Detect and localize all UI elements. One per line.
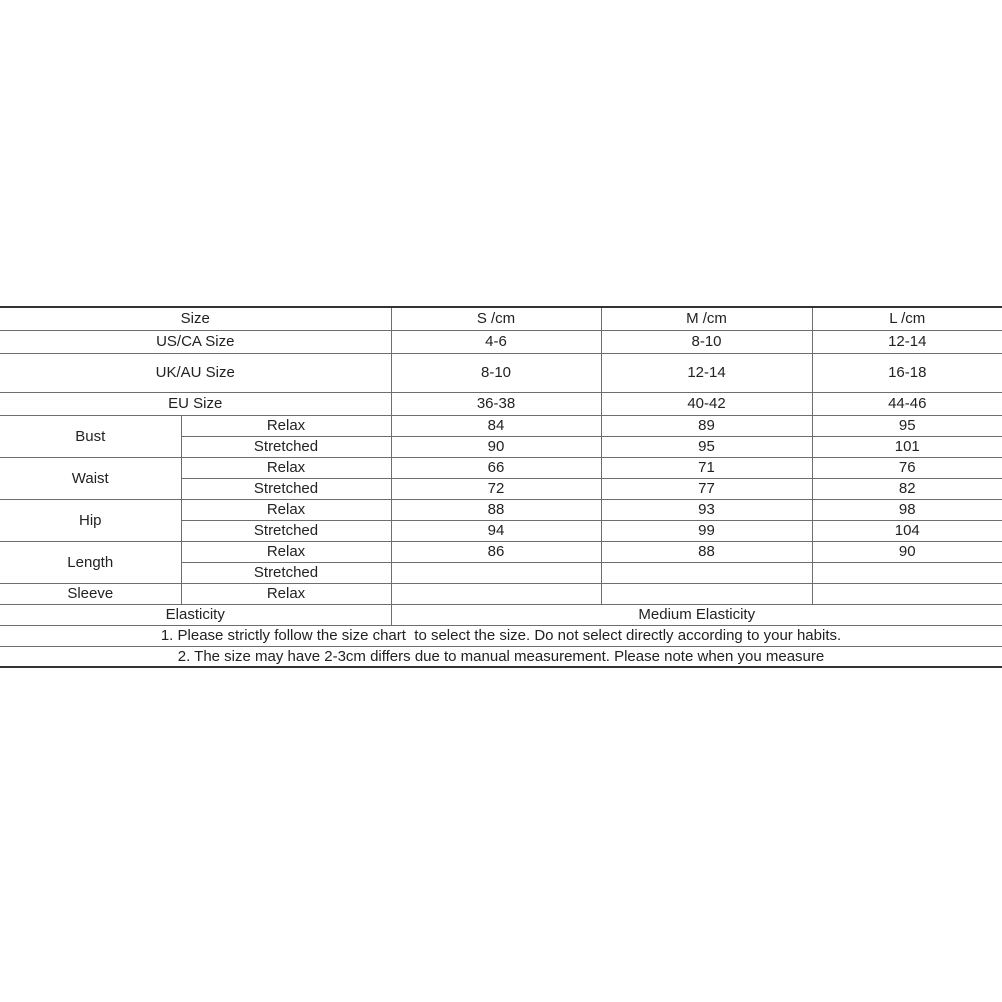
note-text: 2. The size may have 2-3cm differs due to manual measurement. Please note when you measure — [0, 646, 1002, 667]
size-column-m: M /cm — [601, 307, 812, 330]
value-cell: 93 — [601, 499, 812, 520]
measurement-type: Stretched — [181, 478, 391, 499]
value-cell: 95 — [812, 415, 1002, 436]
measurement-label-sleeve: Sleeve — [0, 583, 181, 604]
value-cell: 12-14 — [812, 330, 1002, 353]
value-cell — [812, 562, 1002, 583]
value-cell: 71 — [601, 457, 812, 478]
row-label: EU Size — [0, 392, 391, 415]
value-cell: 16-18 — [812, 353, 1002, 392]
value-cell: 40-42 — [601, 392, 812, 415]
measurement-type: Relax — [181, 457, 391, 478]
value-cell: 36-38 — [391, 392, 601, 415]
value-cell: 76 — [812, 457, 1002, 478]
bust-relax-row — [0, 415, 1002, 436]
value-cell — [391, 583, 601, 604]
measurement-type: Stretched — [181, 436, 391, 457]
value-cell: 77 — [601, 478, 812, 499]
value-cell — [601, 583, 812, 604]
value-cell: 89 — [601, 415, 812, 436]
value-cell: 8-10 — [391, 353, 601, 392]
size-column-s: S /cm — [391, 307, 601, 330]
elasticity-value: Medium Elasticity — [391, 604, 1002, 625]
sleeve-relax-row — [0, 583, 1002, 604]
value-cell: 44-46 — [812, 392, 1002, 415]
value-cell: 88 — [601, 541, 812, 562]
measurement-type: Relax — [181, 541, 391, 562]
value-cell: 82 — [812, 478, 1002, 499]
row-label: US/CA Size — [0, 330, 391, 353]
waist-relax-row — [0, 457, 1002, 478]
measurement-label-hip: Hip — [0, 499, 181, 541]
header-row — [0, 307, 1002, 330]
note-row-2 — [0, 646, 1002, 667]
value-cell: 88 — [391, 499, 601, 520]
value-cell: 95 — [601, 436, 812, 457]
elasticity-label: Elasticity — [0, 604, 391, 625]
value-cell: 104 — [812, 520, 1002, 541]
size-chart-table — [0, 306, 1002, 668]
length-relax-row — [0, 541, 1002, 562]
note-text: 1. Please strictly follow the size chart to select the size. Do not select directly according to your habits. — [0, 625, 1002, 646]
size-header-cell: Size — [0, 307, 391, 330]
value-cell: 101 — [812, 436, 1002, 457]
value-cell — [601, 562, 812, 583]
measurement-label-length: Length — [0, 541, 181, 583]
size-column-l: L /cm — [812, 307, 1002, 330]
value-cell: 12-14 — [601, 353, 812, 392]
measurement-label-waist: Waist — [0, 457, 181, 499]
eu-size-row — [0, 392, 1002, 415]
value-cell: 86 — [391, 541, 601, 562]
row-label: UK/AU Size — [0, 353, 391, 392]
value-cell: 99 — [601, 520, 812, 541]
value-cell: 72 — [391, 478, 601, 499]
value-cell: 4-6 — [391, 330, 601, 353]
value-cell: 98 — [812, 499, 1002, 520]
measurement-label-bust: Bust — [0, 415, 181, 457]
measurement-type: Stretched — [181, 562, 391, 583]
value-cell: 94 — [391, 520, 601, 541]
measurement-type: Relax — [181, 499, 391, 520]
value-cell: 84 — [391, 415, 601, 436]
measurement-type: Relax — [181, 415, 391, 436]
uk-au-size-row — [0, 353, 1002, 392]
value-cell — [812, 583, 1002, 604]
us-ca-size-row — [0, 330, 1002, 353]
measurement-type: Relax — [181, 583, 391, 604]
elasticity-row — [0, 604, 1002, 625]
measurement-type: Stretched — [181, 520, 391, 541]
value-cell: 66 — [391, 457, 601, 478]
value-cell: 90 — [812, 541, 1002, 562]
hip-relax-row — [0, 499, 1002, 520]
note-row-1 — [0, 625, 1002, 646]
value-cell — [391, 562, 601, 583]
value-cell: 90 — [391, 436, 601, 457]
value-cell: 8-10 — [601, 330, 812, 353]
